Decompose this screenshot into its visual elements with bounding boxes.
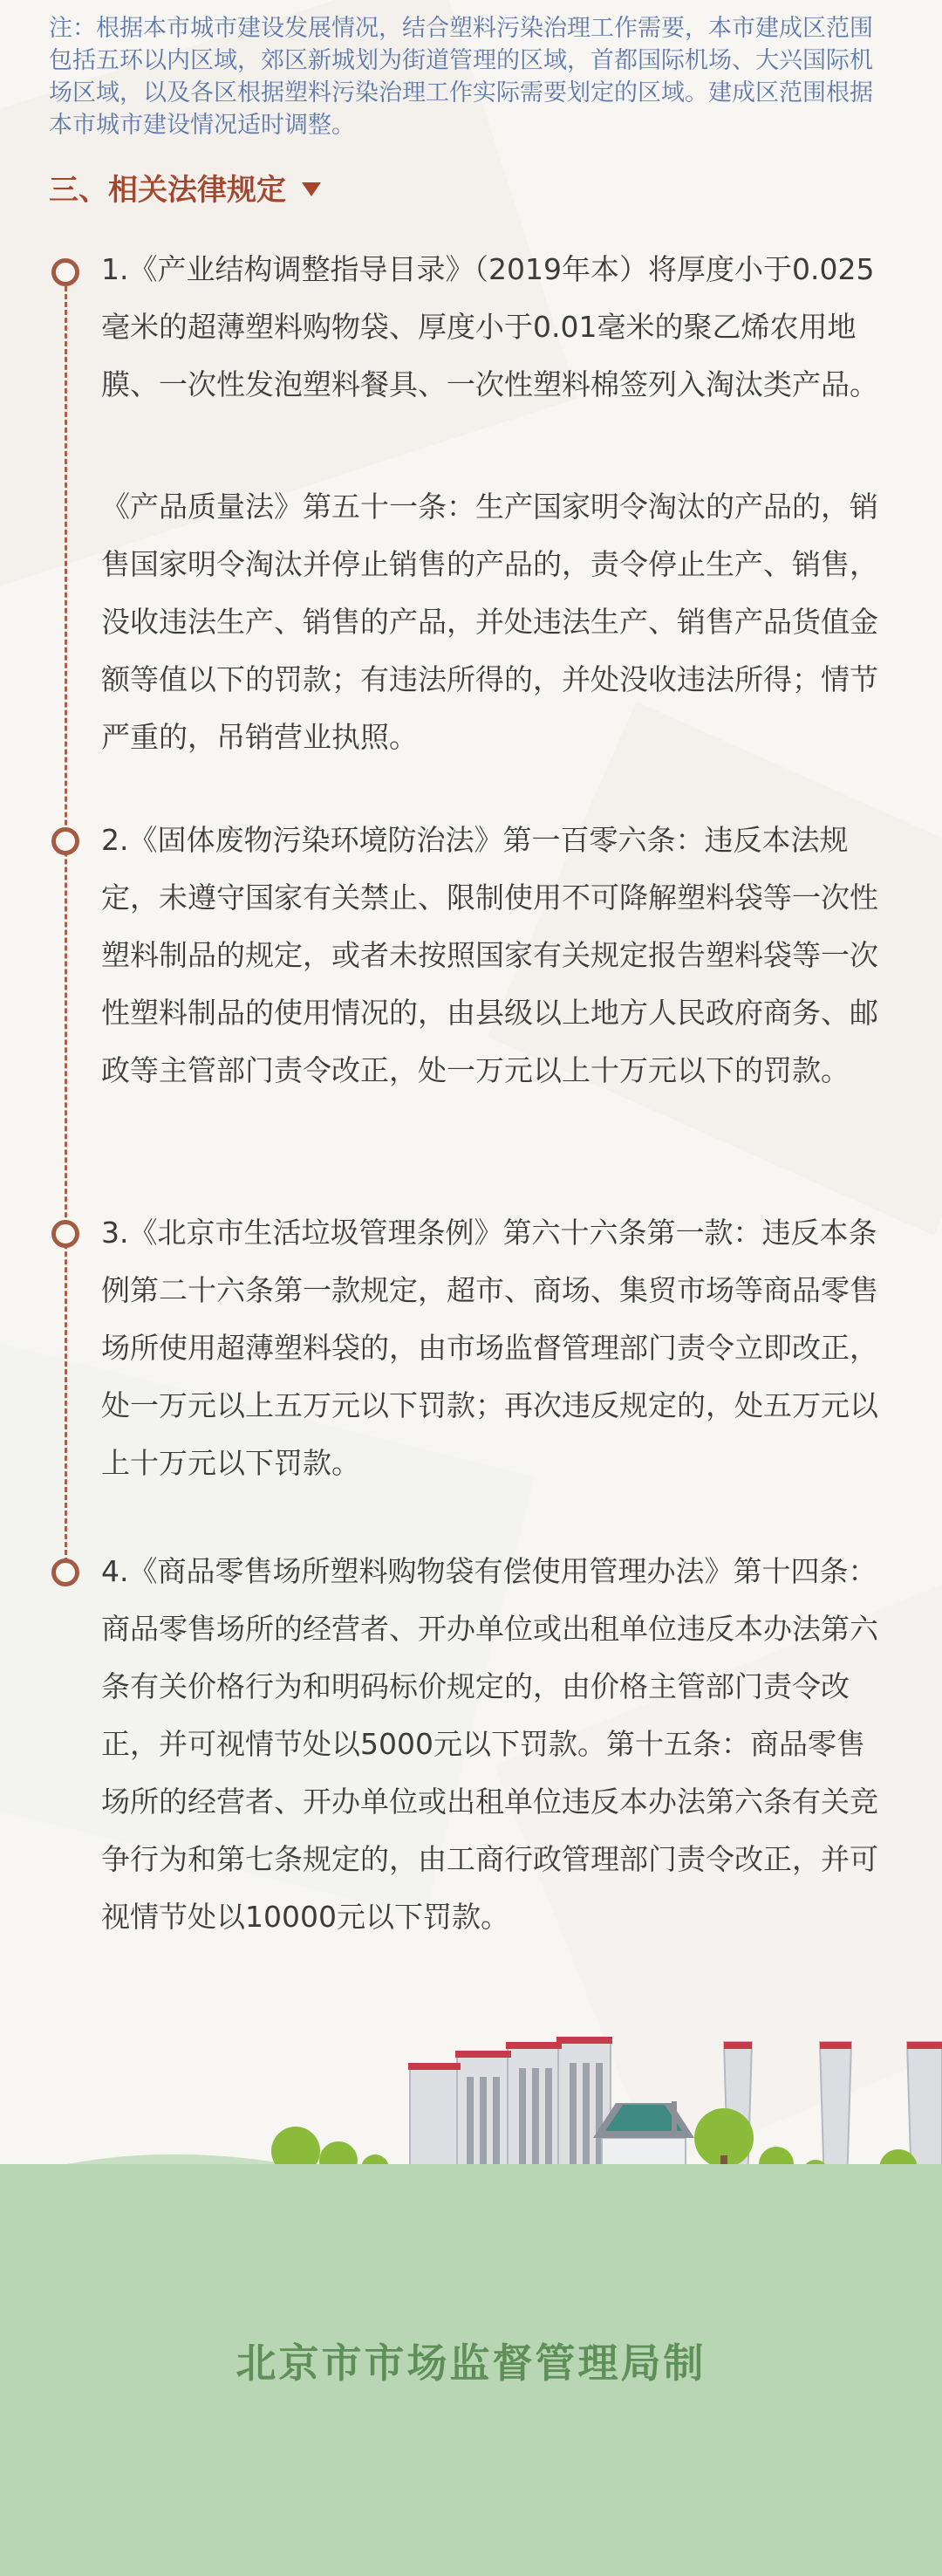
timeline-dot-icon [51, 1220, 79, 1248]
timeline-line [65, 271, 67, 1571]
law-item-1-penalty: 《产品质量法》第五十一条：生产国家明令淘汰的产品的，销售国家明令淘汰并停止销售的产品的，责令停止生产、销售，没收违法生产、销售的产品，并处违法生产、销售产品货值金额等值以下的罚款；有违法所得的，并处没收违法所得；情节严重的，吊销营业执照。 [101, 490, 878, 754]
law-item-4: 4.《商品零售场所塑料购物袋有偿使用管理办法》第十四条：商品零售场所的经营者、开办单位或出租单位违反本办法第六条有关价格行为和明码标价规定的，由价格主管部门责令改正，并可视情节处以5000元以下罚款。第十五条：商品零售场所的经营者、开办单位或出租单位违反本办法第六条有关竞争行为和第七条规定的，由工商行政管理部门责令改正，并可视情节处以10000元以下罚款。 [101, 1554, 878, 1934]
timeline-dot-icon [51, 258, 79, 286]
section-title-label: 三、相关法律规定 [49, 173, 286, 208]
section-title [49, 169, 321, 211]
timeline-dot-icon [51, 1559, 79, 1586]
timeline-dot-icon [51, 827, 79, 855]
triangle-down-icon [302, 182, 321, 196]
law-item-3: 3.《北京市生活垃圾管理条例》第六十六条第一款：违反本条例第二十六条第一款规定，超市、商场、集贸市场等商品零售场所使用超薄塑料袋的，由市场监督管理部门责令立即改正，处一万元以上五万元以下罚款；再次违反规定的，处五万元以上十万元以下罚款。 [101, 1216, 878, 1480]
note-text: 注：根据本市城市建设发展情况，结合塑料污染治理工作需要，本市建成区范围包括五环以内区域，郊区新城划为街道管理的区域，首都国际机场、大兴国际机场区域，以及各区根据塑料污染治理工作实际需要划定的区域。建成区范围根据本市城市建设情况适时调整。 [49, 15, 873, 139]
law-item-1: 1.《产业结构调整指导目录》（2019年本）将厚度小于0.025毫米的超薄塑料购物袋、厚度小于0.01毫米的聚乙烯农用地膜、一次性发泡塑料餐具、一次性塑料棉签列入淘汰类产品。 [101, 252, 878, 401]
law-item-2: 2.《固体废物污染环境防治法》第一百零六条：违反本法规定，未遵守国家有关禁止、限制使用不可降解塑料袋等一次性塑料制品的规定，或者未按照国家有关规定报告塑料袋等一次性塑料制品的使用情况的，由县级以上地方人民政府商务、邮政等主管部门责令改正，处一万元以上十万元以下的罚款。 [101, 823, 878, 1087]
footer-org: 北京市市场监督管理局制 [236, 2340, 706, 2387]
